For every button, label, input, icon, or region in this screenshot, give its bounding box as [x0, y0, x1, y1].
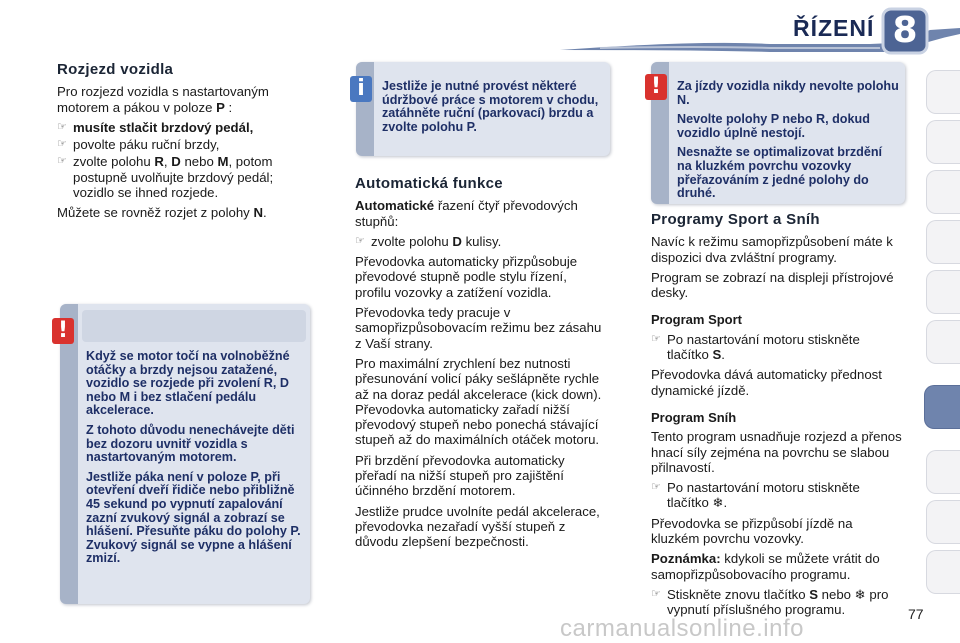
chapter-tab[interactable] — [926, 170, 960, 214]
paragraph: Můžete se rovněž rozjet z polohy N. — [57, 205, 267, 221]
warning-paragraph: Nevolte polohy P nebo R, dokud vozidlo úplně nestojí. — [677, 112, 870, 140]
paragraph: Při brzdění převodovka automaticky přeřadí na nižší stupeň pro zajištění účinného brzdění motorem. — [355, 452, 565, 499]
info-text: Jestliže je nutné provést některé údržbové práce s motorem v chodu, zatáhněte ruční (parkovací) brzdu a zvolte polohu P. — [382, 79, 599, 134]
paragraph: Pro rozjezd vozidla s nastartovaným motorem a pákou v poloze P : — [57, 84, 269, 115]
paragraph: Pro maximální zrychlení bez nutnosti přesunování volicí páky sešlápněte rychle až na doraz pedál akcelerace (kick down). Převodovka automaticky zařadí nižší převodový stupeň nebo ponechá stávající stupeň až do maximálních otáček motoru. — [355, 355, 602, 448]
chapter-tab[interactable] — [926, 270, 960, 314]
paragraph: Jestliže prudce uvolníte pedál akcelerace, převodovka nezařadí vyšší stupeň z důvodu zlepšení bezpečnosti. — [355, 503, 600, 550]
pointing-hand-icon: ☞ — [651, 332, 661, 345]
chapter-tab[interactable] — [926, 220, 960, 264]
chapter-tab-active[interactable] — [924, 385, 960, 429]
section-heading: Rozjezd vozidla — [57, 61, 174, 78]
box-stripe — [60, 304, 78, 604]
chapter-tab[interactable] — [926, 70, 960, 114]
paragraph: Program se zobrazí na displeji přístrojové desky. — [651, 269, 894, 301]
subheading: Program Sníh — [651, 409, 737, 425]
page-title: ŘÍZENÍ — [793, 15, 875, 41]
pointing-hand-icon: ☞ — [651, 587, 661, 600]
subheading: Program Sport — [651, 312, 743, 328]
paragraph: Převodovka automaticky přizpůsobuje převodové stupně podle stylu řízení, profilu vozovky a zatížení vozidla. — [355, 254, 578, 300]
exclamation-icon: ! — [52, 318, 74, 344]
column-middle — [355, 176, 605, 555]
warning-box — [57, 304, 310, 604]
pointing-hand-icon: ☞ — [57, 138, 67, 151]
warning-paragraph: Nesnažte se optimalizovat brzdění na kluzkém povrchu vozovky přeřazováním z jedné polohy do druhé. — [677, 145, 883, 201]
paragraph: Převodovka se přizpůsobí jízdě na kluzkém povrchu vozovky. — [651, 515, 853, 547]
pointing-hand-icon: ☞ — [651, 481, 661, 494]
page-header — [0, 0, 960, 60]
paragraph: Navíc k režimu samopřizpůsobení máte k dispozici dva zvláštní programy. — [651, 234, 893, 265]
bullet-item: ☞ povolte páku ruční brzdy, — [57, 137, 220, 153]
box-header — [82, 310, 306, 342]
warning-paragraph: Jestliže páka není v poloze P, při otevření dveří řidiče nebo přibližně 45 sekund po vypnutí zapalování zazní zvukový signál a zobrazí se hlášení. Přesuňte páku do polohy P. Zvukový signál se vypne a hlášení zmizí. — [86, 469, 301, 566]
bullet-item: ☞ Po nastartování motoru stiskněte tlačítko ❄. — [651, 480, 860, 511]
chapter-tab[interactable] — [926, 500, 960, 544]
warning-text — [677, 80, 899, 207]
pointing-hand-icon: ☞ — [57, 120, 67, 133]
bullet-item: ☞ zvolte polohu D kulisy. — [355, 233, 502, 249]
chapter-number: 8 — [892, 10, 918, 51]
pointing-hand-icon: ☞ — [57, 155, 67, 168]
warning-paragraph: Za jízdy vozidla nikdy nevolte polohu N. — [677, 79, 899, 107]
warning-text — [86, 350, 306, 572]
pointing-hand-icon: ☞ — [355, 234, 365, 247]
watermark: carmanualsonline.info — [560, 615, 804, 642]
info-icon: i — [350, 76, 372, 102]
warning-paragraph: Když se motor točí na volnoběžné otáčky a brzdy nejsou zatažené, vozidlo se rozjede při zvolení R, D nebo M i bez stlačení pedálu akcelerace. — [86, 349, 290, 418]
paragraph: Převodovka tedy pracuje v samopřizpůsobovacím režimu bez zásahu z Vaší strany. — [355, 305, 602, 351]
warning-paragraph: Z tohoto důvodu nenechávejte děti bez dozoru uvnitř vozidla s nastartovaným motorem. — [86, 422, 295, 465]
section-heading: Programy Sport a Sníh — [651, 211, 820, 228]
bullet-item: ☞ musíte stlačit brzdový pedál, — [57, 119, 254, 135]
bullet-item: ☞ Po nastartování motoru stiskněte tlačítko S. — [651, 331, 860, 363]
chapter-tab[interactable] — [926, 550, 960, 594]
column-left — [57, 62, 309, 226]
info-box — [356, 62, 610, 156]
chapter-tab[interactable] — [926, 120, 960, 164]
bullet-item: ☞ zvolte polohu R, D nebo M, potom postupně uvolňujte brzdový pedál; vozidlo se ihned rozjede. — [57, 154, 274, 201]
chapter-tab[interactable] — [926, 450, 960, 494]
paragraph: Převodovka dává automaticky přednost dynamické jízdě. — [651, 367, 882, 398]
column-right — [651, 212, 903, 620]
page-number: 77 — [908, 606, 924, 622]
paragraph: Tento program usnadňuje rozjezd a přenos hnací síly zejména na povrchu se slabou přilnavostí. — [651, 429, 902, 475]
paragraph: Poznámka: kdykoli se můžete vrátit do samopřizpůsobovacího programu. — [651, 551, 880, 582]
chapter-badge — [880, 6, 930, 56]
warning-box-right — [651, 62, 905, 204]
chapter-tab[interactable] — [926, 320, 960, 364]
paragraph: Automatické řazení čtyř převodových stupňů: — [355, 198, 578, 229]
chapter-tabs — [926, 70, 960, 630]
section-heading: Automatická funkce — [355, 175, 503, 192]
bullet-item: ☞ Stiskněte znovu tlačítko S nebo ❄ pro vypnutí příslušného programu. — [651, 586, 889, 618]
exclamation-icon: ! — [645, 74, 667, 100]
